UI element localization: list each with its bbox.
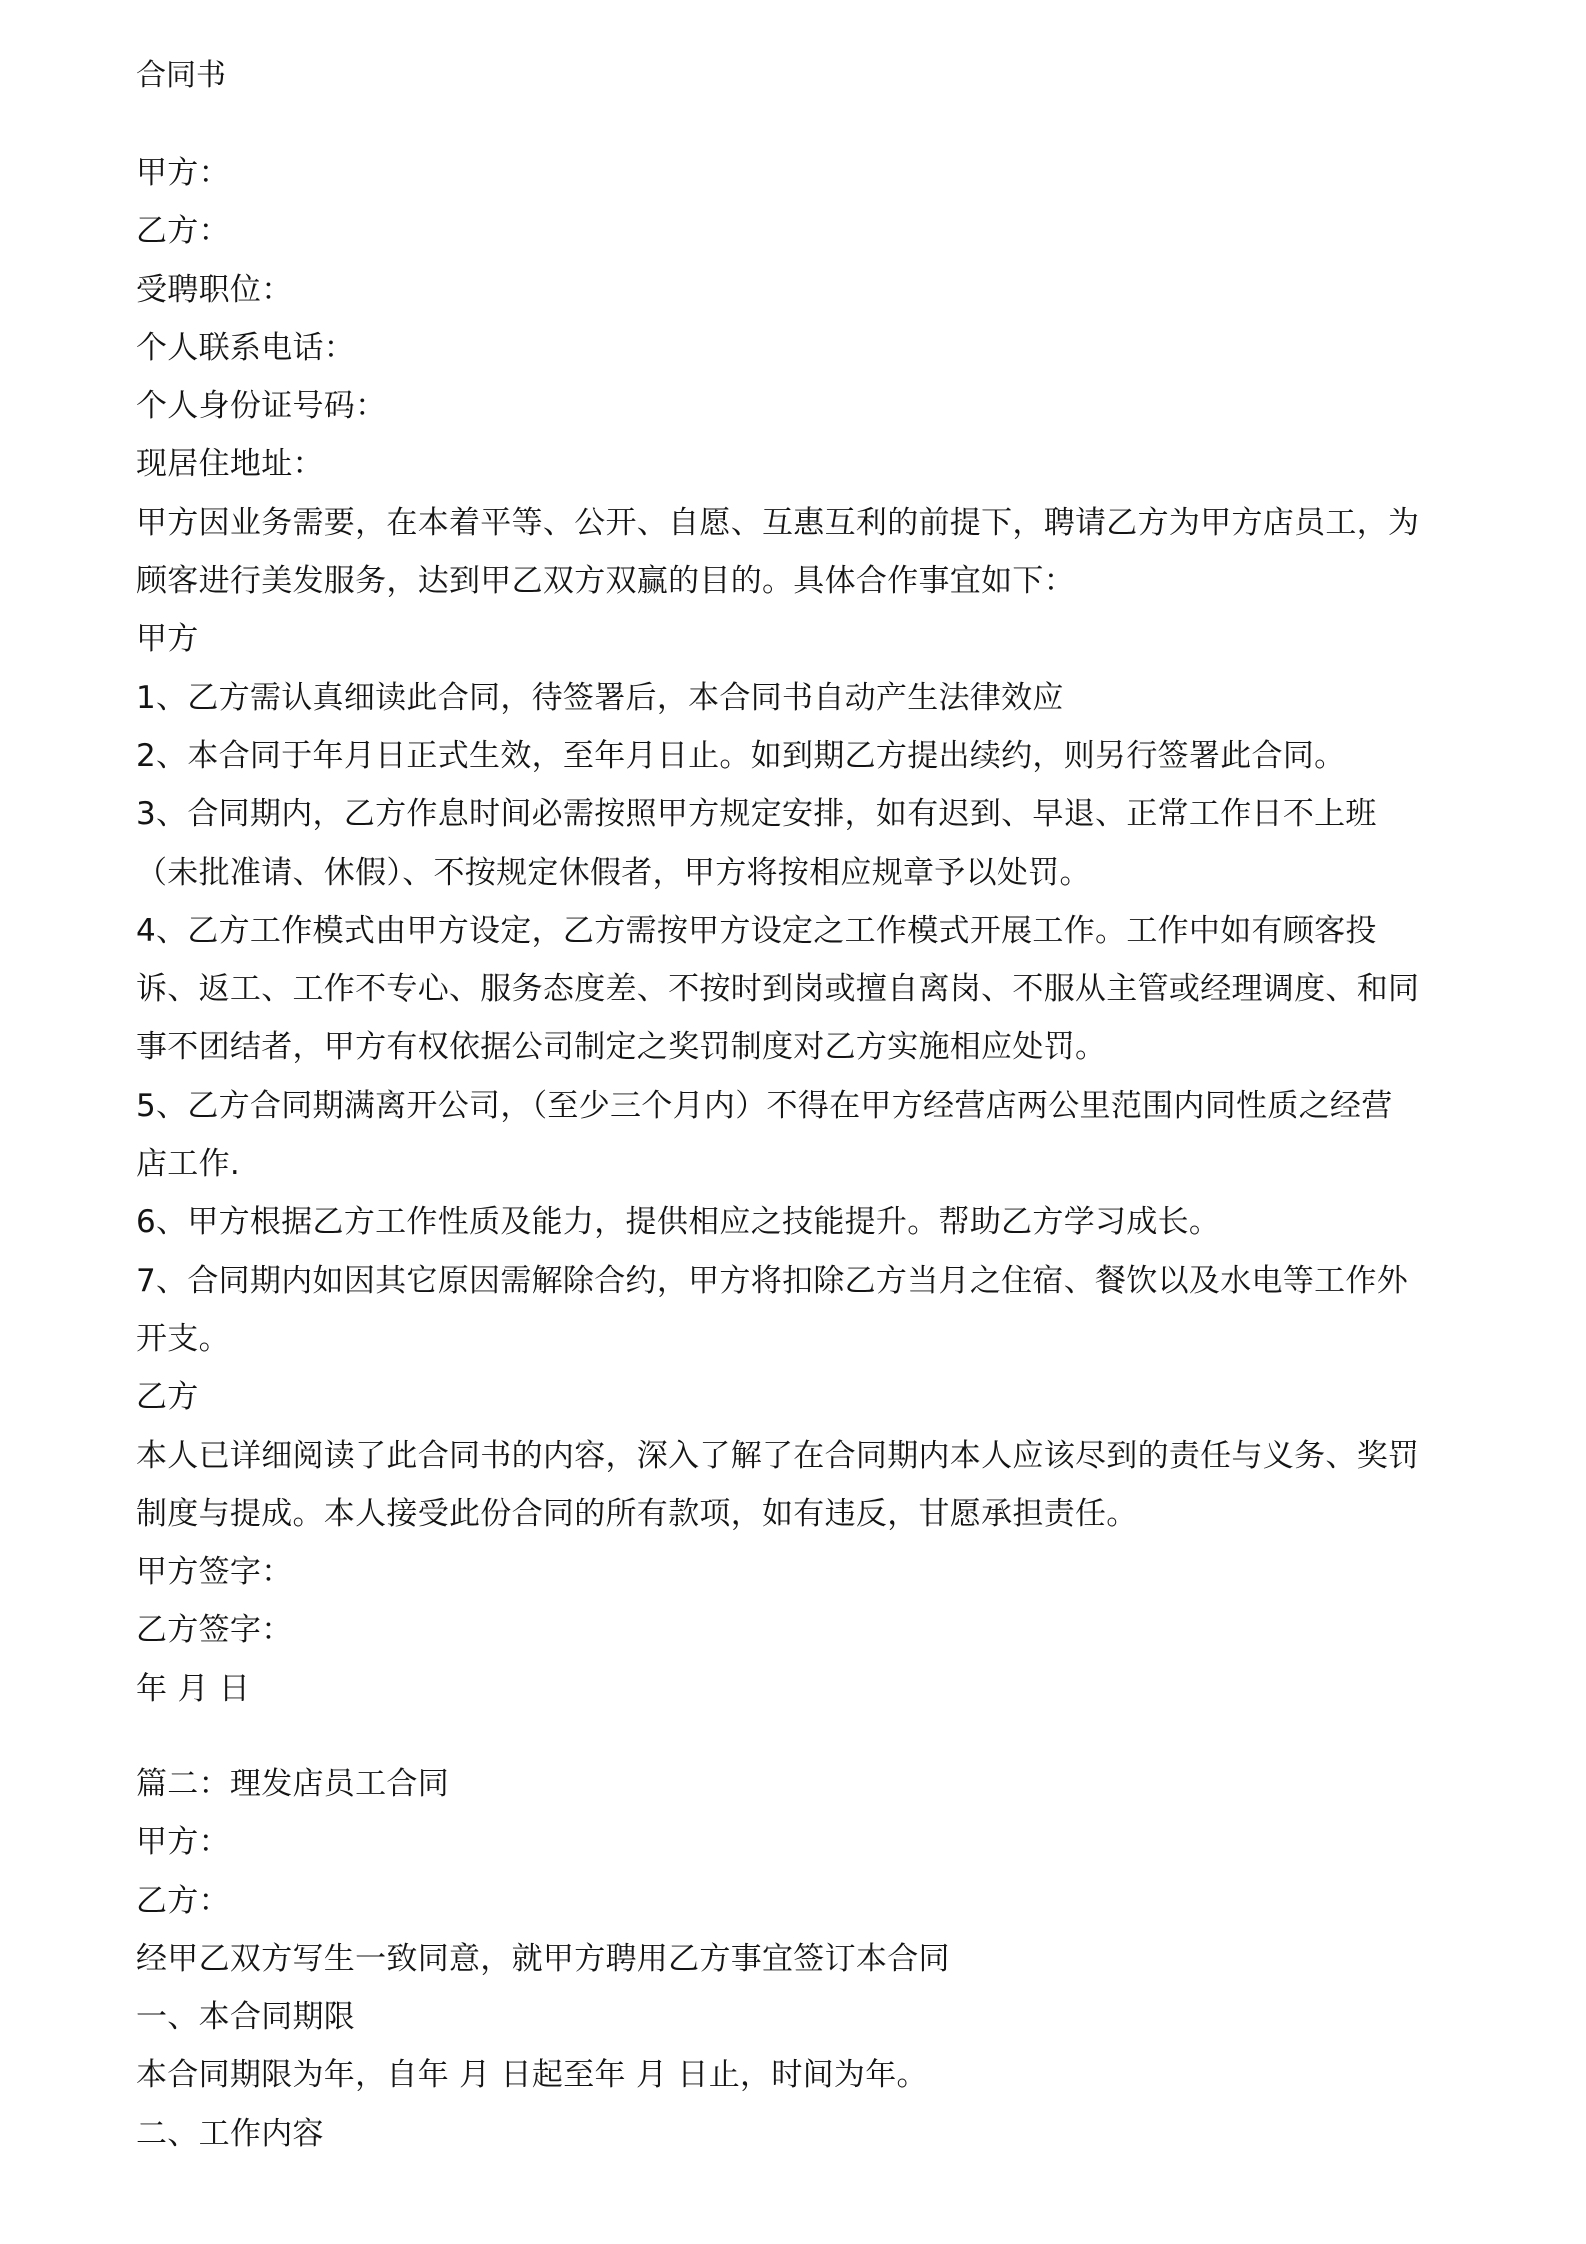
section-term-heading: 一、本合同期限 — [136, 1999, 356, 2036]
date-line: 年 月 日 — [136, 1670, 251, 1707]
party-a-signature-label: 甲方签字： — [136, 1554, 293, 1591]
clause-1: 1、乙方需认真细读此合同，待签署后，本合同书自动产生法律效应 — [136, 679, 1064, 716]
party-b-section-heading: 乙方 — [136, 1379, 199, 1416]
intro-paragraph-line: 甲方因业务需要，在本着平等、公开、自愿、互惠互利的前提下，聘请乙方为甲方店员工，为 — [136, 504, 1420, 541]
party-b-label: 乙方： — [136, 1882, 230, 1919]
party-a-label: 甲方： — [136, 1824, 230, 1861]
clause-5-continued: 店工作. — [136, 1146, 241, 1183]
clause-7: 7、合同期内如因其它原因需解除合约，甲方将扣除乙方当月之住宿、餐饮以及水电等工作外 — [136, 1262, 1409, 1299]
clause-3: 3、合同期内，乙方作息时间必需按照甲方规定安排，如有迟到、早退、正常工作日不上班 — [136, 796, 1377, 833]
address-label: 现居住地址： — [136, 446, 324, 483]
position-label: 受聘职位： — [136, 271, 293, 308]
party-b-signature-label: 乙方签字： — [136, 1612, 293, 1649]
acknowledgement-line: 制度与提成。本人接受此份合同的所有款项，如有违反，甘愿承担责任。 — [136, 1495, 1138, 1532]
clause-2: 2、本合同于年月日正式生效，至年月日止。如到期乙方提出续约，则另行签署此合同。 — [136, 737, 1346, 774]
clause-7-continued: 开支。 — [136, 1320, 230, 1357]
clause-4: 4、乙方工作模式由甲方设定，乙方需按甲方设定之工作模式开展工作。工作中如有顾客投 — [136, 912, 1377, 949]
party-a-section-heading: 甲方 — [136, 621, 199, 658]
clause-6: 6、甲方根据乙方工作性质及能力，提供相应之技能提升。帮助乙方学习成长。 — [136, 1204, 1221, 1241]
intro-paragraph-line: 顾客进行美发服务，达到甲乙双方双赢的目的。具体合作事宜如下： — [136, 563, 1075, 600]
phone-label: 个人联系电话： — [136, 329, 356, 366]
contract-part-two — [136, 1755, 1456, 2163]
section-work-content-heading: 二、工作内容 — [136, 2115, 324, 2152]
clause-4-continued: 诉、返工、工作不专心、服务态度差、不按时到岗或擅自离岗、不服从主管或经理调度、和同 — [136, 971, 1420, 1008]
part-two-heading: 篇二：理发店员工合同 — [136, 1766, 449, 1802]
clause-5: 5、乙方合同期满离开公司，（至少三个月内）不得在甲方经营店两公里范围内同性质之经营 — [136, 1087, 1393, 1124]
acknowledgement-line: 本人已详细阅读了此合同书的内容，深入了解了在合同期内本人应该尽到的责任与义务、奖罚 — [136, 1437, 1420, 1474]
party-b-label: 乙方： — [136, 213, 230, 250]
contract-part-one — [136, 144, 1456, 1718]
document-title: 合同书 — [136, 58, 226, 93]
party-a-label: 甲方： — [136, 155, 230, 191]
id-number-label: 个人身份证号码： — [136, 388, 387, 425]
agreement-statement: 经甲乙双方写生一致同意，就甲方聘用乙方事宜签订本合同 — [136, 1940, 950, 1977]
term-statement: 本合同期限为年，自年 月 日起至年 月 日止，时间为年。 — [136, 2057, 928, 2094]
clause-4-continued: 事不团结者，甲方有权依据公司制定之奖罚制度对乙方实施相应处罚。 — [136, 1029, 1107, 1066]
clause-3-continued: （未批准请、休假）、不按规定休假者，甲方将按相应规章予以处罚。 — [136, 854, 1091, 891]
